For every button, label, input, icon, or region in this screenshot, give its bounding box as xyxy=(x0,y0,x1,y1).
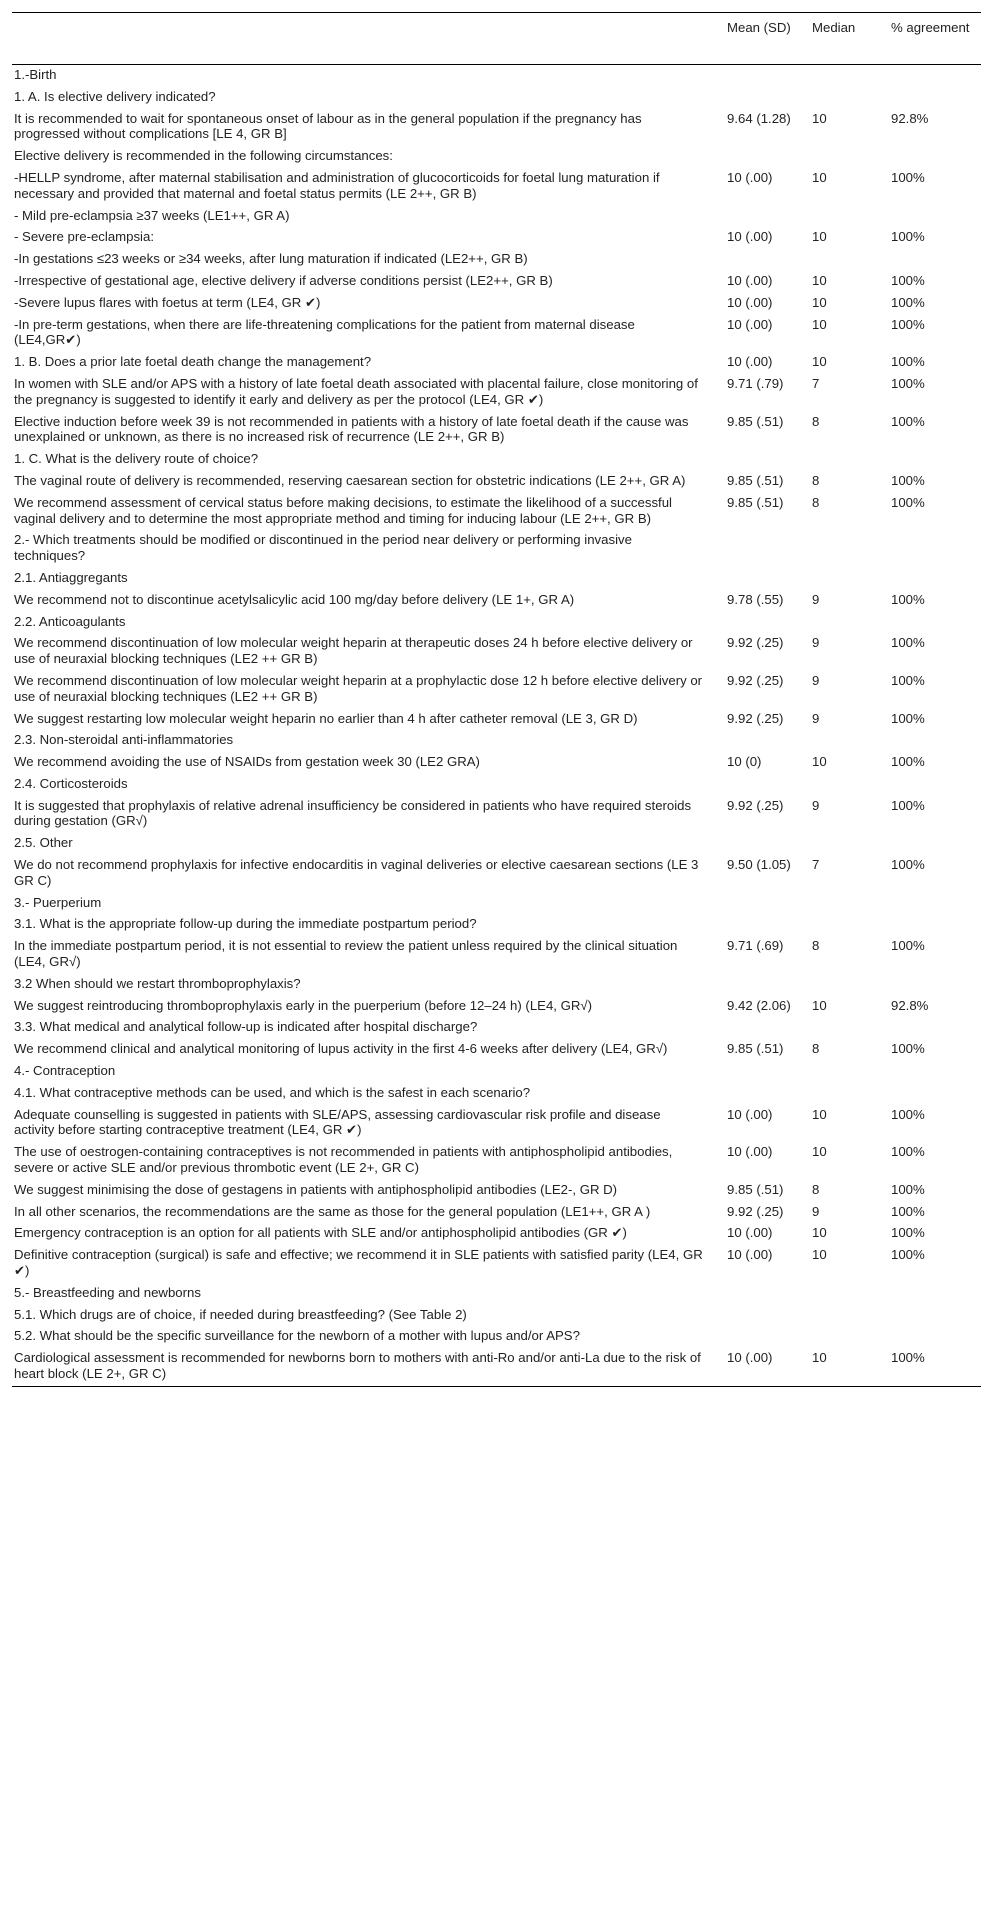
mean-sd-cell xyxy=(725,612,810,634)
mean-sd-cell xyxy=(725,206,810,228)
header-row xyxy=(12,13,981,65)
agreement-cell xyxy=(889,1017,981,1039)
median-cell xyxy=(810,1283,889,1305)
median-cell: 10 xyxy=(812,316,827,332)
median-cell: 10 xyxy=(812,1350,827,1366)
agreement-cell xyxy=(889,568,981,590)
agreement-cell xyxy=(889,730,981,752)
mean-sd-cell: 9.92 (.25) xyxy=(727,635,784,651)
median-cell xyxy=(810,146,889,168)
table-row xyxy=(12,1083,981,1105)
table-row xyxy=(12,168,981,206)
recommendation-cell: 2.4. Corticosteroids xyxy=(14,775,128,791)
median-cell xyxy=(810,730,889,752)
median-cell xyxy=(810,65,889,87)
mean-sd-cell: 9.92 (.25) xyxy=(727,672,784,688)
table-row xyxy=(12,1223,981,1245)
median-cell: 8 xyxy=(812,494,820,510)
column-header-recommendation xyxy=(12,13,725,65)
median-cell: 10 xyxy=(812,1144,827,1160)
recommendation-cell: We suggest restarting low molecular weight heparin no earlier than 4 h after catheter removal (LE 3, GR D) xyxy=(14,710,638,726)
mean-sd-cell: 9.64 (1.28) xyxy=(727,110,791,126)
table-row xyxy=(12,109,981,147)
agreement-cell xyxy=(889,87,981,109)
median-cell xyxy=(810,1083,889,1105)
median-cell: 7 xyxy=(812,857,820,873)
median-cell: 7 xyxy=(812,375,820,391)
agreement-cell: 100% xyxy=(891,797,925,813)
median-cell: 9 xyxy=(812,710,820,726)
recommendation-cell: - Severe pre-eclampsia: xyxy=(14,229,154,245)
agreement-cell: 100% xyxy=(891,375,925,391)
table-row xyxy=(12,1202,981,1224)
table-row xyxy=(12,671,981,709)
recommendation-cell: -In pre-term gestations, when there are life-threatening complications for the patient from maternal disease (LE4,GR✔) xyxy=(14,316,635,348)
median-cell xyxy=(810,974,889,996)
table-row xyxy=(12,249,981,271)
recommendation-cell: It is suggested that prophylaxis of relative adrenal insufficiency be considered in patients who have required steroids during gestation (GR√) xyxy=(14,797,692,829)
recommendation-cell: We recommend not to discontinue acetylsalicylic acid 100 mg/day before delivery (LE 1+, GR A) xyxy=(14,591,575,607)
recommendation-cell: In all other scenarios, the recommendations are the same as those for the general population (LE1++, GR A ) xyxy=(14,1203,651,1219)
mean-sd-cell xyxy=(725,1283,810,1305)
recommendation-cell: Adequate counselling is suggested in patients with SLE/APS, assessing cardiovascular risk profile and disease activity before starting contraceptive treatment (LE4, GR ✔) xyxy=(14,1106,661,1138)
recommendation-cell: 1. A. Is elective delivery indicated? xyxy=(14,88,216,104)
recommendations-table xyxy=(12,12,981,1387)
agreement-cell: 100% xyxy=(891,1041,925,1057)
mean-sd-cell: 10 (.00) xyxy=(727,169,773,185)
table-row xyxy=(12,914,981,936)
recommendation-cell: We suggest minimising the dose of gestagens in patients with antiphospholipid antibodies (LE2-, GR D) xyxy=(14,1181,618,1197)
median-cell xyxy=(810,1017,889,1039)
recommendation-cell: Elective induction before week 39 is not recommended in patients with a history of late foetal death if the cause was unexplained or unknown, as there is no increased risk of recurrence (LE 2++, GR B) xyxy=(14,413,689,445)
table-row xyxy=(12,227,981,249)
table-row xyxy=(12,1061,981,1083)
median-cell: 10 xyxy=(812,1225,827,1241)
mean-sd-cell: 10 (.00) xyxy=(727,272,773,288)
recommendation-cell: 4.- Contraception xyxy=(14,1063,116,1079)
table-row xyxy=(12,568,981,590)
recommendation-cell: In the immediate postpartum period, it is not essential to review the patient unless required by the clinical situation (LE4, GR√) xyxy=(14,938,678,970)
median-cell: 10 xyxy=(812,1247,827,1263)
table-row xyxy=(12,471,981,493)
mean-sd-cell: 9.85 (.51) xyxy=(727,1041,784,1057)
recommendation-cell: We recommend discontinuation of low molecular weight heparin at therapeutic doses 24 h before elective delivery or use of neuraxial blocking techniques (LE2 ++ GR B) xyxy=(14,635,693,667)
mean-sd-cell xyxy=(725,568,810,590)
table-row xyxy=(12,974,981,996)
recommendation-cell: Definitive contraception (surgical) is safe and effective; we recommend it in SLE patients with satisfied parity (LE4, GR ✔) xyxy=(14,1247,703,1279)
median-cell xyxy=(810,568,889,590)
agreement-cell xyxy=(889,206,981,228)
recommendation-cell: We do not recommend prophylaxis for infective endocarditis in vaginal deliveries or elective caesarean sections (LE 3 GR C) xyxy=(14,857,699,888)
recommendation-cell: We recommend avoiding the use of NSAIDs from gestation week 30 (LE2 GRA) xyxy=(14,754,480,770)
agreement-cell: 100% xyxy=(891,754,925,770)
median-cell xyxy=(810,249,889,271)
mean-sd-cell xyxy=(725,1061,810,1083)
median-cell xyxy=(810,1305,889,1327)
recommendation-cell: Elective delivery is recommended in the following circumstances: xyxy=(14,148,393,164)
mean-sd-cell: 9.85 (.51) xyxy=(727,1181,784,1197)
median-cell xyxy=(810,87,889,109)
agreement-cell xyxy=(889,530,981,568)
agreement-cell: 100% xyxy=(891,938,925,954)
agreement-cell: 100% xyxy=(891,710,925,726)
recommendation-cell: 3.- Puerperium xyxy=(14,894,102,910)
table-row xyxy=(12,1105,981,1143)
mean-sd-cell xyxy=(725,249,810,271)
agreement-cell: 100% xyxy=(891,494,925,510)
mean-sd-cell: 9.85 (.51) xyxy=(727,413,784,429)
agreement-cell: 100% xyxy=(891,1225,925,1241)
mean-sd-cell: 9.92 (.25) xyxy=(727,1203,784,1219)
mean-sd-cell: 10 (.00) xyxy=(727,294,773,310)
agreement-cell: 100% xyxy=(891,1350,925,1366)
table-row xyxy=(12,1305,981,1327)
recommendation-cell: The use of oestrogen-containing contraceptives is not recommended in patients with antiphospholipid antibodies, severe or active SLE and/or previous thrombotic event (LE 2+, GR C) xyxy=(14,1144,673,1176)
mean-sd-cell: 10 (.00) xyxy=(727,316,773,332)
table-row xyxy=(12,412,981,450)
table-row xyxy=(12,1039,981,1061)
agreement-cell: 100% xyxy=(891,354,925,370)
agreement-cell: 100% xyxy=(891,1181,925,1197)
agreement-cell: 100% xyxy=(891,857,925,873)
mean-sd-cell xyxy=(725,87,810,109)
mean-sd-cell xyxy=(725,530,810,568)
median-cell: 8 xyxy=(812,938,820,954)
agreement-cell: 100% xyxy=(891,591,925,607)
table-row xyxy=(12,833,981,855)
table-row xyxy=(12,1245,981,1283)
recommendation-cell: 4.1. What contraceptive methods can be used, and which is the safest in each scenario? xyxy=(14,1084,531,1100)
median-cell xyxy=(810,449,889,471)
median-cell: 10 xyxy=(812,294,827,310)
mean-sd-cell xyxy=(725,1305,810,1327)
table-row xyxy=(12,1017,981,1039)
recommendation-cell: 2.1. Antiaggregants xyxy=(14,569,128,585)
table-row xyxy=(12,1348,981,1386)
table-body xyxy=(12,65,981,1387)
agreement-cell xyxy=(889,1083,981,1105)
table-row xyxy=(12,633,981,671)
table-row xyxy=(12,374,981,412)
recommendation-cell: In women with SLE and/or APS with a history of late foetal death associated with placental failure, close monitoring of the pregnancy is suggested to identify it early and delivery as per the protocol (LE4, GR ✔) xyxy=(14,375,698,407)
agreement-cell: 100% xyxy=(891,1106,925,1122)
median-cell xyxy=(810,893,889,915)
table-row xyxy=(12,271,981,293)
table-row xyxy=(12,352,981,374)
recommendation-cell: 2.2. Anticoagulants xyxy=(14,613,126,629)
mean-sd-cell: 9.85 (.51) xyxy=(727,472,784,488)
mean-sd-cell: 9.42 (2.06) xyxy=(727,997,791,1013)
median-cell: 10 xyxy=(812,169,827,185)
table-row xyxy=(12,65,981,87)
mean-sd-cell: 10 (.00) xyxy=(727,1350,773,1366)
table-row xyxy=(12,493,981,531)
median-cell xyxy=(810,833,889,855)
recommendation-cell: 3.2 When should we restart thromboprophylaxis? xyxy=(14,975,301,991)
recommendation-cell: The vaginal route of delivery is recommended, reserving caesarean section for obstetric indications (LE 2++, GR A) xyxy=(14,472,686,488)
median-cell xyxy=(810,774,889,796)
table-row xyxy=(12,893,981,915)
table-row xyxy=(12,206,981,228)
agreement-cell xyxy=(889,833,981,855)
recommendation-cell: We recommend discontinuation of low molecular weight heparin at a prophylactic dose 12 h before elective delivery or use of neuraxial blocking techniques (LE2 ++ GR B) xyxy=(14,672,703,704)
table-row xyxy=(12,87,981,109)
median-cell: 10 xyxy=(812,997,827,1013)
mean-sd-cell: 9.92 (.25) xyxy=(727,797,784,813)
table-row xyxy=(12,315,981,353)
recommendation-cell: 5.- Breastfeeding and newborns xyxy=(14,1284,201,1300)
median-cell: 10 xyxy=(812,354,827,370)
recommendation-cell: 1. C. What is the delivery route of choice? xyxy=(14,451,259,467)
agreement-cell: 100% xyxy=(891,672,925,688)
recommendation-cell: Cardiological assessment is recommended for newborns born to mothers with anti-Ro and/or anti-La due to the risk of heart block (LE 2+, GR C) xyxy=(14,1350,701,1381)
agreement-cell: 100% xyxy=(891,169,925,185)
agreement-cell xyxy=(889,65,981,87)
recommendation-cell: 5.2. What should be the specific surveillance for the newborn of a mother with lupus and/or APS? xyxy=(14,1328,580,1344)
mean-sd-cell xyxy=(725,833,810,855)
mean-sd-cell xyxy=(725,774,810,796)
table-row xyxy=(12,774,981,796)
recommendation-cell: 2.3. Non-steroidal anti-inflammatories xyxy=(14,732,234,748)
median-cell: 10 xyxy=(812,229,827,245)
agreement-cell xyxy=(889,449,981,471)
agreement-cell: 100% xyxy=(891,294,925,310)
agreement-cell: 92.8% xyxy=(891,997,929,1013)
agreement-cell xyxy=(889,612,981,634)
mean-sd-cell: 9.50 (1.05) xyxy=(727,857,791,873)
table-row xyxy=(12,1180,981,1202)
agreement-cell xyxy=(889,249,981,271)
median-cell: 10 xyxy=(812,754,827,770)
table-row xyxy=(12,590,981,612)
median-cell: 8 xyxy=(812,1181,820,1197)
median-cell: 9 xyxy=(812,797,820,813)
agreement-cell: 100% xyxy=(891,1203,925,1219)
agreement-cell: 100% xyxy=(891,413,925,429)
agreement-cell: 100% xyxy=(891,1144,925,1160)
recommendation-cell: We recommend clinical and analytical monitoring of lupus activity in the first 4-6 weeks after delivery (LE4, GR√) xyxy=(14,1041,668,1057)
median-cell: 9 xyxy=(812,672,820,688)
agreement-cell xyxy=(889,974,981,996)
recommendations-table-container xyxy=(12,12,981,1387)
mean-sd-cell: 9.85 (.51) xyxy=(727,494,784,510)
mean-sd-cell xyxy=(725,1017,810,1039)
mean-sd-cell: 10 (.00) xyxy=(727,354,773,370)
recommendation-cell: -In gestations ≤23 weeks or ≥34 weeks, after lung maturation if indicated (LE2++, GR B) xyxy=(14,251,528,267)
mean-sd-cell xyxy=(725,893,810,915)
agreement-cell: 92.8% xyxy=(891,110,929,126)
recommendation-cell: Emergency contraception is an option for all patients with SLE and/or antiphospholipid antibodies (GR ✔) xyxy=(14,1225,627,1241)
mean-sd-cell: 10 (.00) xyxy=(727,229,773,245)
table-row xyxy=(12,449,981,471)
mean-sd-cell: 10 (.00) xyxy=(727,1225,773,1241)
recommendation-cell: 1.-Birth xyxy=(14,67,57,82)
median-cell xyxy=(810,206,889,228)
mean-sd-cell xyxy=(725,730,810,752)
agreement-cell xyxy=(889,1326,981,1348)
median-cell xyxy=(810,530,889,568)
table-row xyxy=(12,293,981,315)
mean-sd-cell: 10 (.00) xyxy=(727,1247,773,1263)
median-cell: 10 xyxy=(812,110,827,126)
recommendation-cell: -Severe lupus flares with foetus at term (LE4, GR ✔) xyxy=(14,294,321,310)
agreement-cell: 100% xyxy=(891,316,925,332)
agreement-cell xyxy=(889,893,981,915)
mean-sd-cell: 9.71 (.69) xyxy=(727,938,784,954)
table-row xyxy=(12,855,981,893)
agreement-cell xyxy=(889,1061,981,1083)
table-row xyxy=(12,146,981,168)
mean-sd-cell: 10 (.00) xyxy=(727,1106,773,1122)
median-cell: 9 xyxy=(812,635,820,651)
agreement-cell: 100% xyxy=(891,472,925,488)
agreement-cell: 100% xyxy=(891,229,925,245)
recommendation-cell: 1. B. Does a prior late foetal death change the management? xyxy=(14,354,372,370)
recommendation-cell: 2.- Which treatments should be modified or discontinued in the period near delivery or performing invasive techniques? xyxy=(14,532,632,564)
recommendation-cell: We suggest reintroducing thromboprophylaxis early in the puerperium (before 12–24 h) (LE4, GR√) xyxy=(14,997,593,1013)
recommendation-cell: -Irrespective of gestational age, elective delivery if adverse conditions persist (LE2++, GR B) xyxy=(14,272,553,288)
agreement-cell xyxy=(889,914,981,936)
recommendation-cell: We recommend assessment of cervical status before making decisions, to estimate the likelihood of a successful vaginal delivery and to determine the most appropriate method and timing for inducing labour (LE 2++, GR B) xyxy=(14,494,672,526)
column-header-agreement: % agreement xyxy=(891,20,970,35)
agreement-cell: 100% xyxy=(891,635,925,651)
recommendation-cell: 3.1. What is the appropriate follow-up during the immediate postpartum period? xyxy=(14,916,477,932)
table-row xyxy=(12,1142,981,1180)
mean-sd-cell: 9.92 (.25) xyxy=(727,710,784,726)
recommendation-cell: -HELLP syndrome, after maternal stabilisation and administration of glucocorticoids for foetal lung maturation if necessary and provided that maternal and foetal status permits (LE 2++, GR B) xyxy=(14,169,660,201)
agreement-cell xyxy=(889,146,981,168)
mean-sd-cell xyxy=(725,65,810,87)
table-row xyxy=(12,1326,981,1348)
recommendation-cell: 5.1. Which drugs are of choice, if needed during breastfeeding? (See Table 2) xyxy=(14,1306,467,1322)
mean-sd-cell xyxy=(725,146,810,168)
mean-sd-cell: 9.71 (.79) xyxy=(727,375,784,391)
agreement-cell xyxy=(889,774,981,796)
agreement-cell: 100% xyxy=(891,272,925,288)
median-cell xyxy=(810,914,889,936)
recommendation-cell: 2.5. Other xyxy=(14,835,73,851)
recommendation-cell: It is recommended to wait for spontaneous onset of labour as in the general population if the pregnancy has progressed without complications [LE 4, GR B] xyxy=(14,110,642,142)
median-cell: 10 xyxy=(812,272,827,288)
median-cell xyxy=(810,1326,889,1348)
mean-sd-cell xyxy=(725,974,810,996)
median-cell: 9 xyxy=(812,1203,820,1219)
column-header-mean: Mean (SD) xyxy=(727,20,791,35)
agreement-cell xyxy=(889,1283,981,1305)
median-cell: 8 xyxy=(812,472,820,488)
table-row xyxy=(12,730,981,752)
mean-sd-cell: 9.78 (.55) xyxy=(727,591,784,607)
median-cell xyxy=(810,1061,889,1083)
median-cell: 9 xyxy=(812,591,820,607)
table-row xyxy=(12,752,981,774)
median-cell: 8 xyxy=(812,413,820,429)
column-header-median: Median xyxy=(812,20,856,35)
recommendation-cell: 3.3. What medical and analytical follow-up is indicated after hospital discharge? xyxy=(14,1019,478,1035)
median-cell xyxy=(810,612,889,634)
table-row xyxy=(12,996,981,1018)
mean-sd-cell xyxy=(725,1326,810,1348)
median-cell: 10 xyxy=(812,1106,827,1122)
mean-sd-cell xyxy=(725,1083,810,1105)
mean-sd-cell: 10 (0) xyxy=(727,754,762,770)
table-row xyxy=(12,1283,981,1305)
mean-sd-cell: 10 (.00) xyxy=(727,1144,773,1160)
median-cell: 8 xyxy=(812,1041,820,1057)
table-row xyxy=(12,709,981,731)
table-row xyxy=(12,530,981,568)
table-row xyxy=(12,796,981,834)
recommendation-cell: - Mild pre-eclampsia ≥37 weeks (LE1++, GR A) xyxy=(14,207,290,223)
agreement-cell: 100% xyxy=(891,1247,925,1263)
table-row xyxy=(12,612,981,634)
table-row xyxy=(12,936,981,974)
table-header xyxy=(12,13,981,65)
agreement-cell xyxy=(889,1305,981,1327)
mean-sd-cell xyxy=(725,914,810,936)
mean-sd-cell xyxy=(725,449,810,471)
